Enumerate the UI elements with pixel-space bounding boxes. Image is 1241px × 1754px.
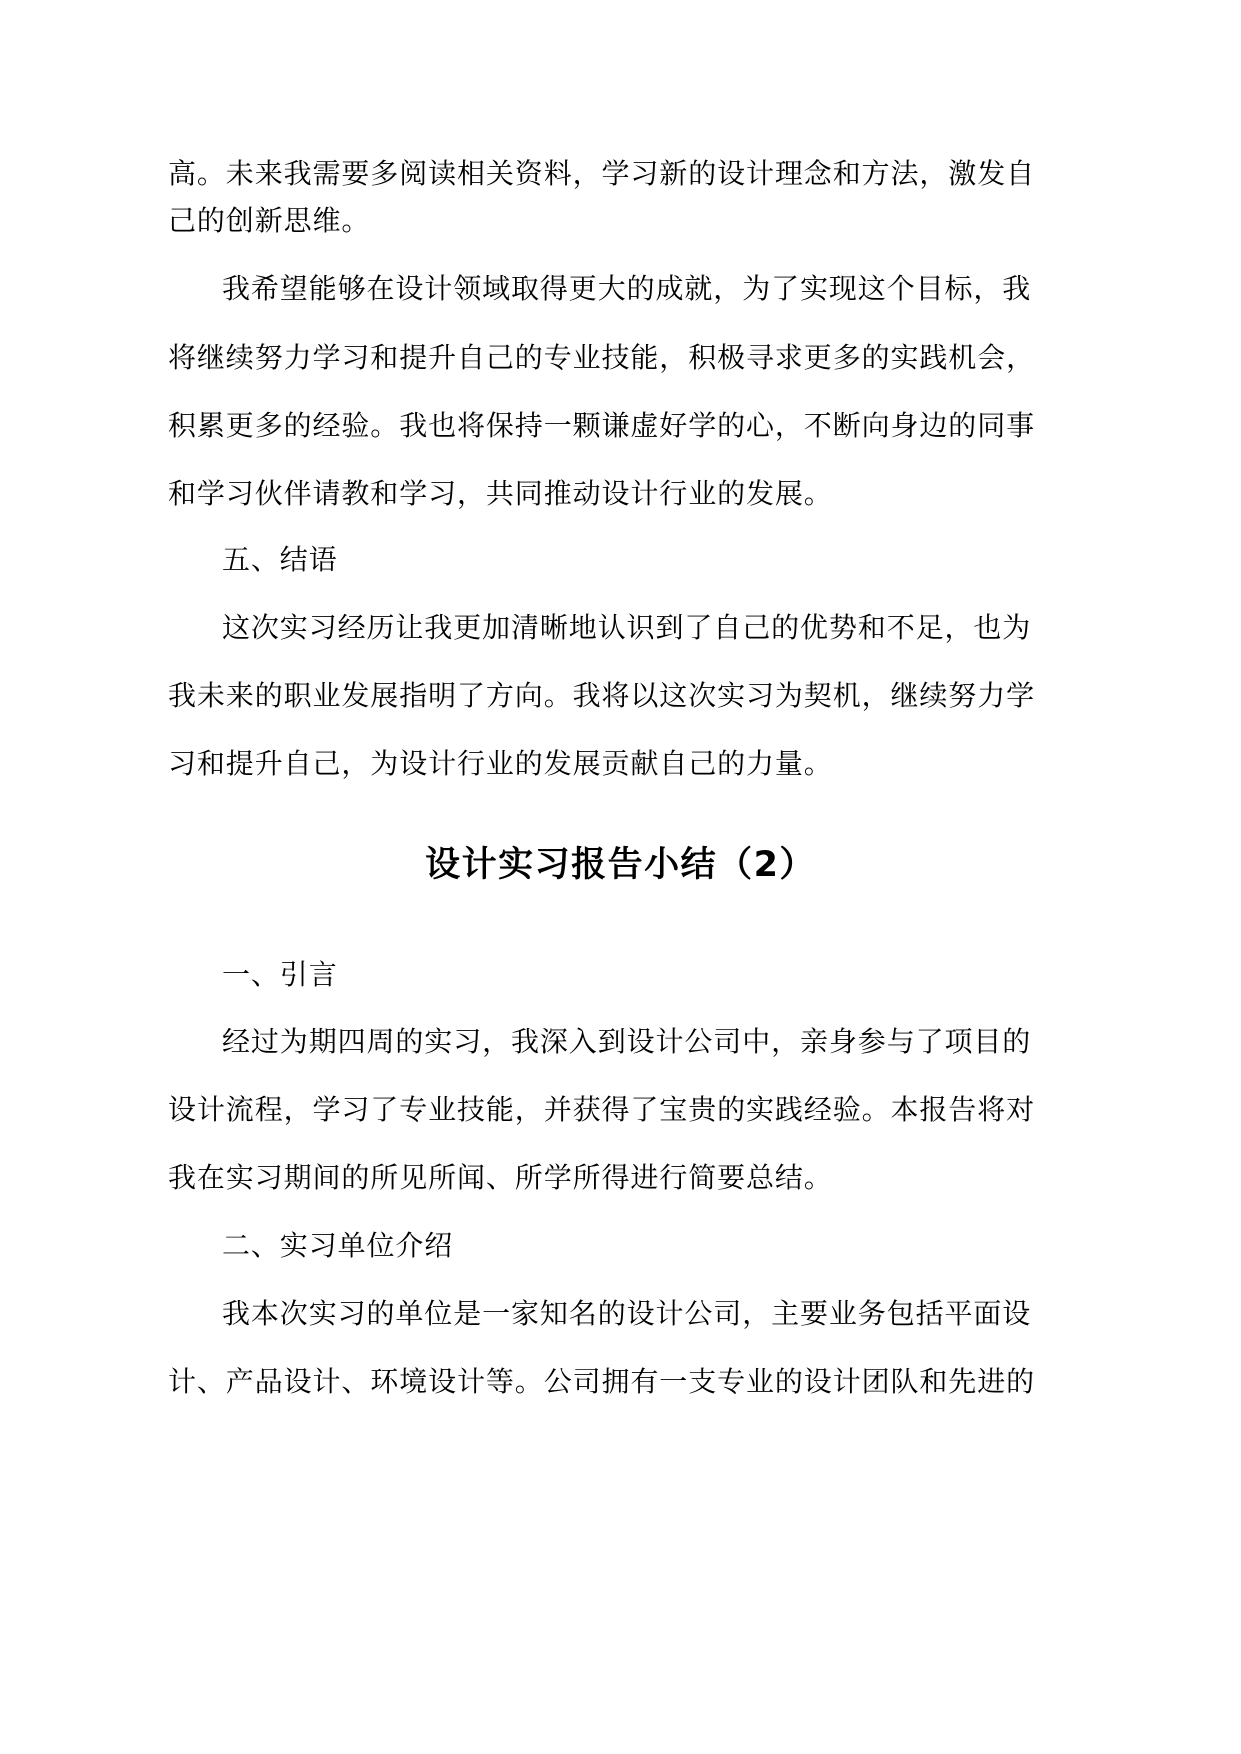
paragraph-line: 将继续努力学习和提升自己的专业技能，积极寻求更多的实践机会， (168, 341, 1036, 374)
paragraph-line: 这次实习经历让我更加清晰地认识到了自己的优势和不足，也为 (222, 611, 1032, 644)
section-heading: 二、实习单位介绍 (222, 1229, 454, 1262)
paragraph-line: 高。未来我需要多阅读相关资料，学习新的设计理念和方法，激发自 (168, 157, 1036, 190)
paragraph-line: 我在实习期间的所见所闻、所学所得进行简要总结。 (168, 1161, 833, 1194)
paragraph-line: 设计流程，学习了专业技能，并获得了宝贵的实践经验。本报告将对 (168, 1093, 1036, 1126)
paragraph-line: 经过为期四周的实习，我深入到设计公司中，亲身参与了项目的 (222, 1025, 1032, 1058)
paragraph-line: 计、产品设计、环境设计等。公司拥有一支专业的设计团队和先进的 (168, 1365, 1036, 1398)
section-heading: 五、结语 (222, 543, 338, 576)
paragraph-line: 和学习伙伴请教和学习，共同推动设计行业的发展。 (168, 477, 833, 510)
paragraph-line: 我希望能够在设计领域取得更大的成就，为了实现这个目标，我 (222, 272, 1032, 305)
paragraph-line: 我未来的职业发展指明了方向。我将以这次实习为契机，继续努力学 (168, 679, 1036, 712)
section-heading: 一、引言 (222, 958, 338, 991)
paragraph-line: 己的创新思维。 (168, 204, 371, 237)
paragraph-line: 积累更多的经验。我也将保持一颗谦虚好学的心，不断向身边的同事 (168, 409, 1036, 442)
paragraph-line: 习和提升自己，为设计行业的发展贡献自己的力量。 (168, 747, 833, 780)
report-title: 设计实习报告小结（2） (425, 845, 816, 885)
paragraph-line: 我本次实习的单位是一家知名的设计公司，主要业务包括平面设 (222, 1297, 1032, 1330)
